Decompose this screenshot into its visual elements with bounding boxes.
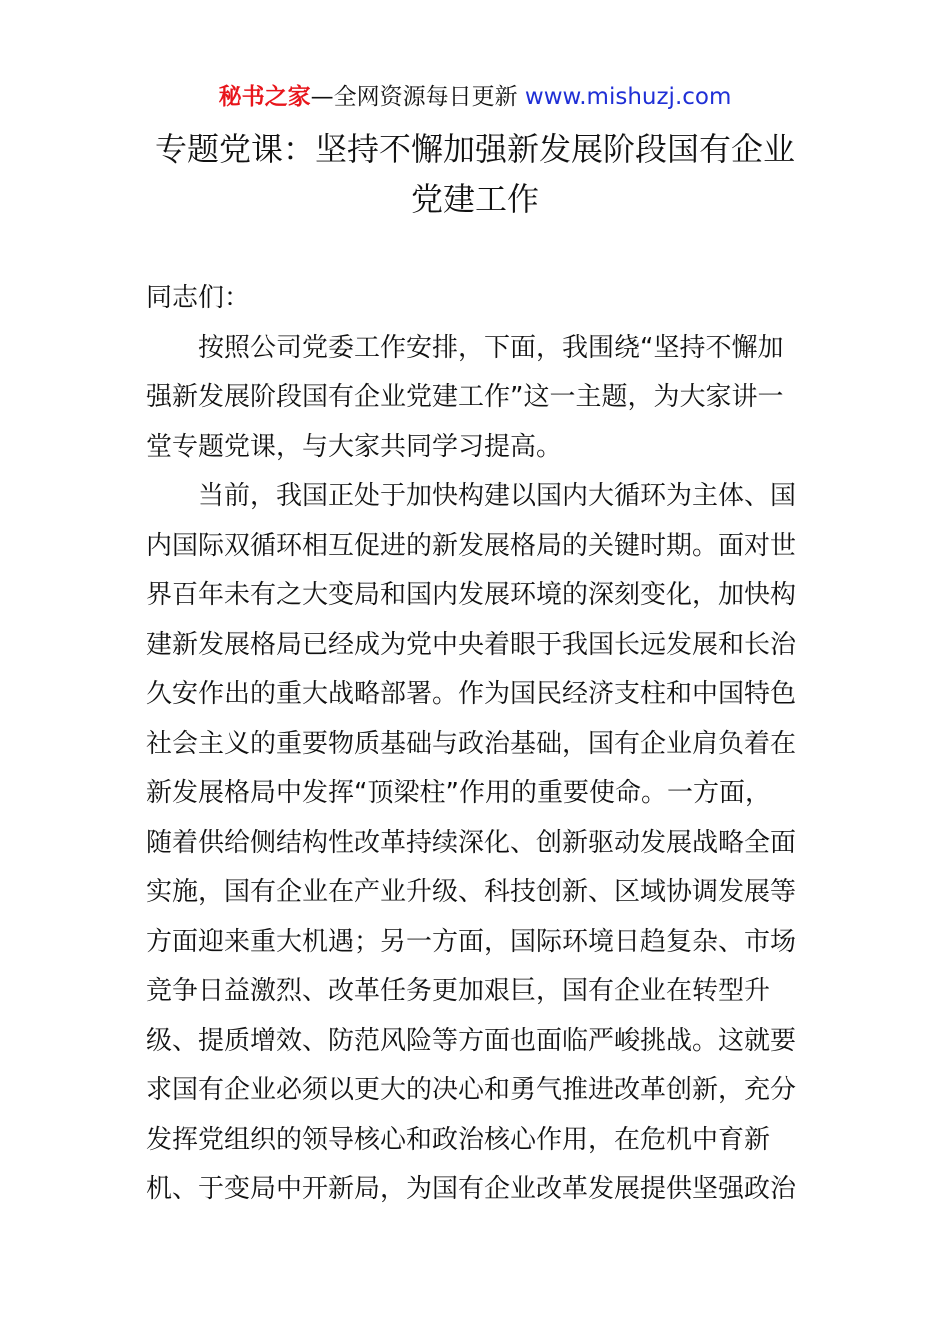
site-header: [0, 80, 950, 114]
site-brand: 秘书之家: [218, 84, 311, 110]
text-line: 随着供给侧结构性改革持续深化、创新驱动发展战略全面: [146, 827, 797, 858]
text-line: 内国际双循环相互促进的新发展格局的关键时期。面对世: [146, 530, 797, 561]
text-line: 竞争日益激烈、改革任务更加艰巨，国有企业在转型升: [146, 976, 771, 1006]
text-line: 久安作出的重大战略部署。作为国民经济支柱和中国特色: [146, 679, 797, 709]
site-url-link[interactable]: www.mishuzj.com: [524, 84, 732, 110]
document-body: [146, 274, 816, 1215]
text-line: 当前，我国正处于加快构建以国内大循环为主体、国: [198, 481, 797, 511]
text-line: 建新发展格局已经成为党中央着眼于我国长远发展和长治: [146, 629, 797, 660]
paragraph-1: [146, 324, 816, 473]
text-line: 机、于变局中开新局，为国有企业改革发展提供坚强政治: [146, 1174, 797, 1204]
text-line: 实施，国有企业在产业升级、科技创新、区域协调发展等: [146, 877, 797, 907]
title-line: 党建工作: [410, 180, 539, 218]
text-line: 界百年未有之大变局和国内发展环境的深刻变化，加快构: [146, 580, 797, 610]
greeting: 同志们：: [146, 283, 251, 313]
text-line: 方面迎来重大机遇；另一方面，国际环境日趋复杂、市场: [146, 926, 797, 957]
text-line: 级、提质增效、防范风险等方面也面临严峻挑战。这就要: [146, 1025, 797, 1056]
text-line: 堂专题党课，与大家共同学习提高。: [146, 431, 563, 462]
text-line: 按照公司党委工作安排，下面，我围绕“坚持不懈加: [198, 332, 784, 363]
text-line: 求国有企业必须以更大的决心和勇气推进改革创新，充分: [146, 1075, 797, 1105]
text-line: 强新发展阶段国有企业党建工作”这一主题，为大家讲一: [146, 382, 784, 412]
document-title: [0, 124, 950, 224]
text-line: 新发展格局中发挥“顶梁柱”作用的重要使命。一方面，: [146, 778, 771, 808]
text-line: 发挥党组织的领导核心和政治核心作用，在危机中育新: [146, 1124, 771, 1155]
site-tagline: —全网资源每日更新: [310, 84, 518, 110]
text-line: 社会主义的重要物质基础与政治基础，国有企业肩负着在: [146, 728, 797, 759]
paragraph-2: [146, 472, 816, 1215]
title-line: 专题党课：坚持不懈加强新发展阶段国有企业: [154, 130, 795, 168]
